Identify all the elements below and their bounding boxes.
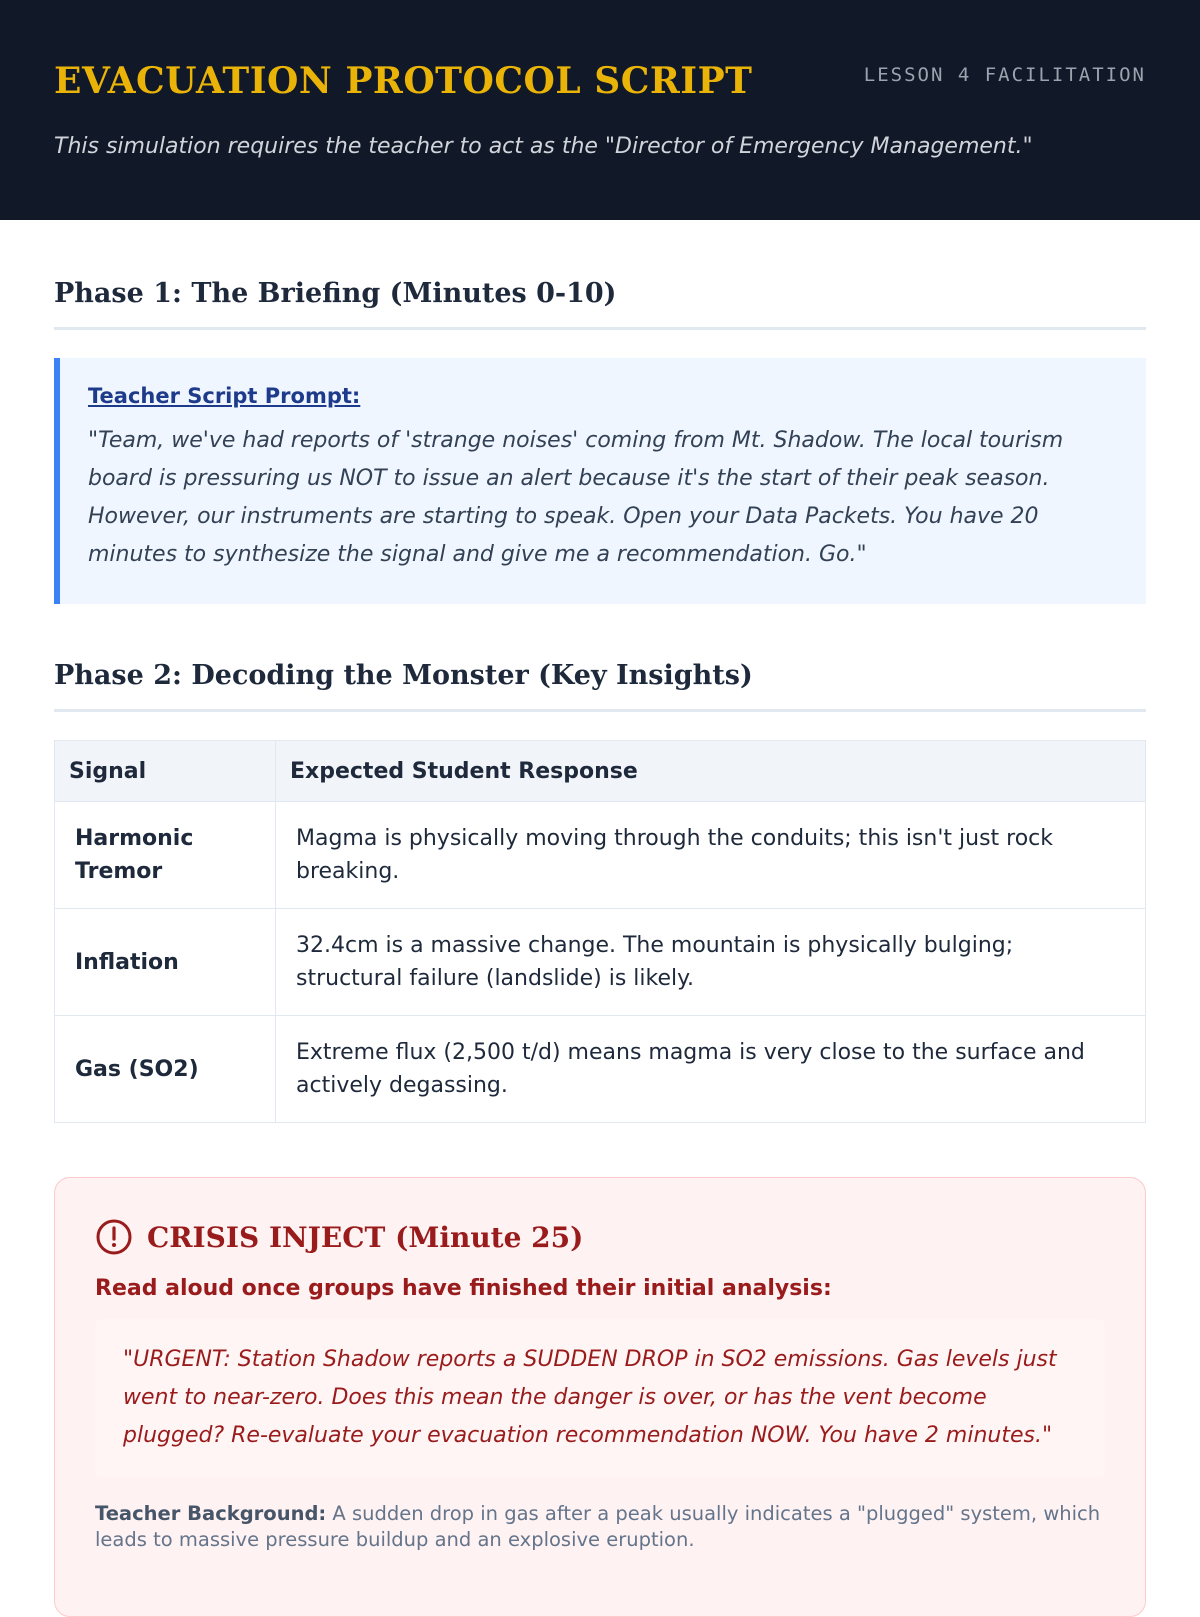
page-header <box>0 0 1200 220</box>
table-row <box>55 909 1146 1016</box>
teacher-background-note <box>95 1501 1105 1553</box>
teacher-background-label: Teacher Background: <box>95 1502 327 1525</box>
crisis-quote: "URGENT: Station Shadow reports a SUDDEN DROP in SO2 emissions. Gas levels just went to near-zero. Does this mean the danger is over, or has the vent become plugged? Re-evaluate your evacuation recommendation NOW. You have 2 minutes." <box>95 1319 1105 1477</box>
alert-circle-icon <box>95 1218 133 1256</box>
crisis-inject-box <box>54 1177 1146 1617</box>
response-cell: Extreme flux (2,500 t/d) means magma is very close to the surface and actively degassing. <box>276 1016 1146 1123</box>
teacher-script-label: Teacher Script Prompt: <box>88 384 361 408</box>
page-subtitle: This simulation requires the teacher to act as the "Director of Emergency Management." <box>54 134 1033 159</box>
table-row <box>55 1016 1146 1123</box>
crisis-instruction: Read aloud once groups have finished their initial analysis: <box>95 1276 832 1301</box>
insights-table <box>54 740 1146 1123</box>
phase2-title: Phase 2: Decoding the Monster (Key Insights) <box>54 660 1146 712</box>
crisis-header <box>95 1218 1105 1256</box>
page-title: EVACUATION PROTOCOL SCRIPT <box>54 60 753 102</box>
signal-cell: Harmonic Tremor <box>55 802 276 909</box>
phase1-title: Phase 1: The Briefing (Minutes 0-10) <box>54 278 1146 330</box>
table-header-row <box>55 741 1146 802</box>
teacher-script-box <box>54 358 1146 604</box>
main-content <box>0 278 1200 1617</box>
column-header-signal: Signal <box>55 741 276 802</box>
signal-cell: Inflation <box>55 909 276 1016</box>
crisis-title: CRISIS INJECT (Minute 25) <box>147 1220 584 1254</box>
teacher-background-text: A sudden drop in gas after a peak usually indicates a "plugged" system, which leads to massive pressure buildup and an explosive eruption. <box>95 1502 1101 1551</box>
signal-cell: Gas (SO2) <box>55 1016 276 1123</box>
response-cell: Magma is physically moving through the conduits; this isn't just rock breaking. <box>276 802 1146 909</box>
response-cell: 32.4cm is a massive change. The mountain is physically bulging; structural failure (landslide) is likely. <box>276 909 1146 1016</box>
lesson-tag: LESSON 4 FACILITATION <box>863 64 1146 86</box>
teacher-script-quote: "Team, we've had reports of 'strange noises' coming from Mt. Shadow. The local tourism board is pressuring us NOT to issue an alert because it's the start of their peak season. However, our instruments are starting to speak. Open your Data Packets. You have 20 minutes to synthesize the signal and give me a recommendation. Go." <box>88 428 1064 567</box>
column-header-response: Expected Student Response <box>276 741 1146 802</box>
table-row <box>55 802 1146 909</box>
